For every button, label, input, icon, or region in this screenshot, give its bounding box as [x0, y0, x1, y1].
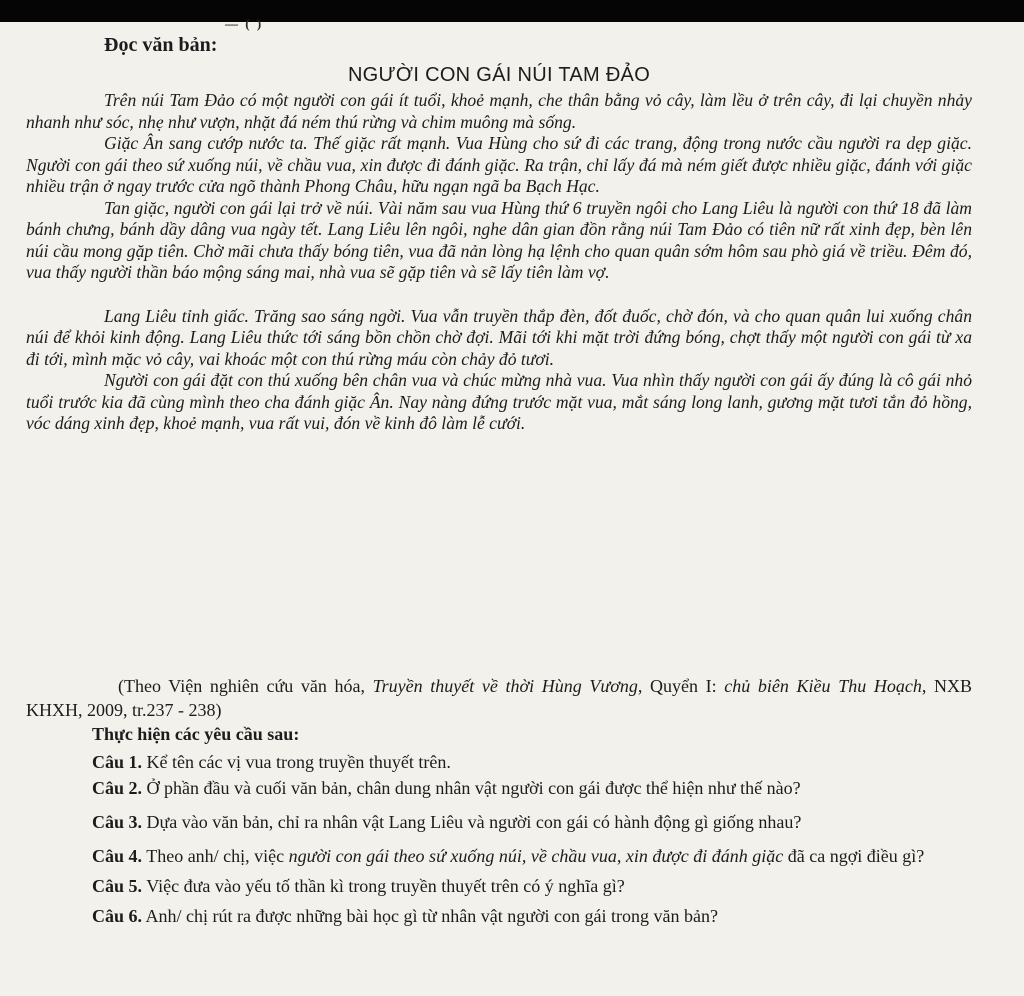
question-text: Việc đưa vào yếu tố thần kì trong truyền thuyết trên có ý nghĩa gì?: [146, 876, 625, 896]
tasks-heading: Thực hiện các yêu cầu sau:: [92, 724, 300, 744]
citation-prefix: (Theo Viện nghiên cứu văn hóa,: [118, 676, 373, 696]
question-text: Dựa vào văn bản, chỉ ra nhân vật Lang Liêu và người con gái có hành động gì giống nhau?: [146, 812, 802, 832]
story-text: [26, 90, 972, 435]
question-label: Câu 4.: [92, 846, 143, 866]
question-list: [26, 750, 972, 928]
story-paragraph: Lang Liêu tỉnh giấc. Trăng sao sáng ngời. Vua vẫn truyền thắp đèn, đốt đuốc, chờ đón, và cho quan quân lui xuống chân núi để khỏi kinh động. Lang Liêu thức tới sáng bồn chồn chờ đợi. Mãi tới khi mặt trời đứng bóng, chợt thấy một người con gái từ xa đi tới, mình mặc vỏ cây, vai khoác một con thú rừng máu còn chảy đỏ tươi.: [26, 305, 972, 369]
story-paragraph: Người con gái đặt con thú xuống bên chân vua và chúc mừng nhà vua. Vua nhìn thấy người con gái ấy đúng là cô gái nhỏ tuổi trước kia đã cùng mình theo cha đánh giặc Ân. Nay nàng đứng trước mặt vua, mắt sáng long lanh, gương mặt tươi tắn đỏ hồng, vóc dáng xinh đẹp, khoẻ mạnh, vua rất vui, đón về kinh đô làm lễ cưới.: [26, 370, 972, 433]
question-5: [26, 874, 972, 898]
question-label: Câu 5.: [92, 876, 143, 896]
question-text: Ở phần đầu và cuối văn bản, chân dung nhân vật người con gái được thể hiện như thế nào?: [146, 778, 801, 798]
question-label: Câu 1.: [92, 752, 143, 772]
question-label: Câu 3.: [92, 812, 143, 832]
question-1: [26, 750, 972, 774]
question-4: [26, 844, 972, 868]
reading-heading: Đọc văn bản:: [104, 34, 218, 56]
question-text: Kể tên các vị vua trong truyền thuyết trên.: [146, 752, 451, 772]
question-2: [26, 776, 972, 800]
story-title: NGƯỜI CON GÁI NÚI TAM ĐẢO: [347, 64, 651, 86]
story-paragraph: Tan giặc, người con gái lại trở về núi. Vài năm sau vua Hùng thứ 6 truyền ngôi cho Lang Liêu là người con thứ 18 đã làm bánh chưng, bánh dầy dâng vua ngày tết. Lang Liêu lên ngôi, nghe dân gian đồn rằng núi Tam Đảo có tiên nữ rất xinh đẹp, bèn lên núi cầu mong gặp tiên. Chờ mãi chưa thấy bóng tiên, vua đã nản lòng hạ lệnh cho quan quân sớm hôm sau phò giá về triều. Đêm đó, vua thấy người thần báo mộng sáng mai, nhà vua sẽ gặp tiên và sẽ lấy tiên làm vợ.: [26, 197, 972, 282]
source-citation: [26, 674, 972, 722]
question-text-end: đã ca ngợi điều gì?: [783, 846, 925, 866]
question-text: Theo anh/ chị, việc: [146, 846, 289, 866]
question-text: Anh/ chị rút ra được những bài học gì từ nhân vật người con gái trong văn bản?: [145, 906, 718, 926]
question-3: [26, 810, 972, 834]
citation-book-title: Truyền thuyết về thời Hùng Vương: [372, 676, 638, 696]
story-paragraph: Trên núi Tam Đảo có một người con gái ít tuổi, khoẻ mạnh, che thân bằng vỏ cây, làm lều ở trên cây, đi lại chuyền nhảy nhanh như sóc, nhẹ như vượn, nhặt đá ném thú rừng và chim muông mà sống.: [26, 90, 972, 132]
question-label: Câu 6.: [92, 906, 143, 926]
cutoff-fragment: — ( ): [225, 16, 264, 31]
citation-middle: , Quyển I:: [637, 676, 725, 696]
question-quote: người con gái theo sứ xuống núi, về chầu vua, xin được đi đánh giặc: [288, 846, 784, 866]
citation-editor: chủ biên Kiều Thu Hoạch: [724, 676, 922, 696]
top-black-bar: [0, 0, 1024, 22]
story-paragraph: Giặc Ân sang cướp nước ta. Thế giặc rất mạnh. Vua Hùng cho sứ đi các trang, động trong nước cầu người ra dẹp giặc. Người con gái theo sứ xuống núi, về chầu vua, xin được đi đánh giặc. Ra trận, chỉ lấy đá mà ném giết được nhiều giặc, đánh với giặc nhiều trận ở ngay trước cửa ngõ thành Phong Châu, hữu ngạn ngã ba Bạch Hạc.: [26, 133, 972, 196]
question-label: Câu 2.: [92, 778, 143, 798]
citation-suffix: , NXB KHXH, 2009, tr.237 - 238): [26, 676, 972, 720]
question-6: [26, 904, 972, 928]
